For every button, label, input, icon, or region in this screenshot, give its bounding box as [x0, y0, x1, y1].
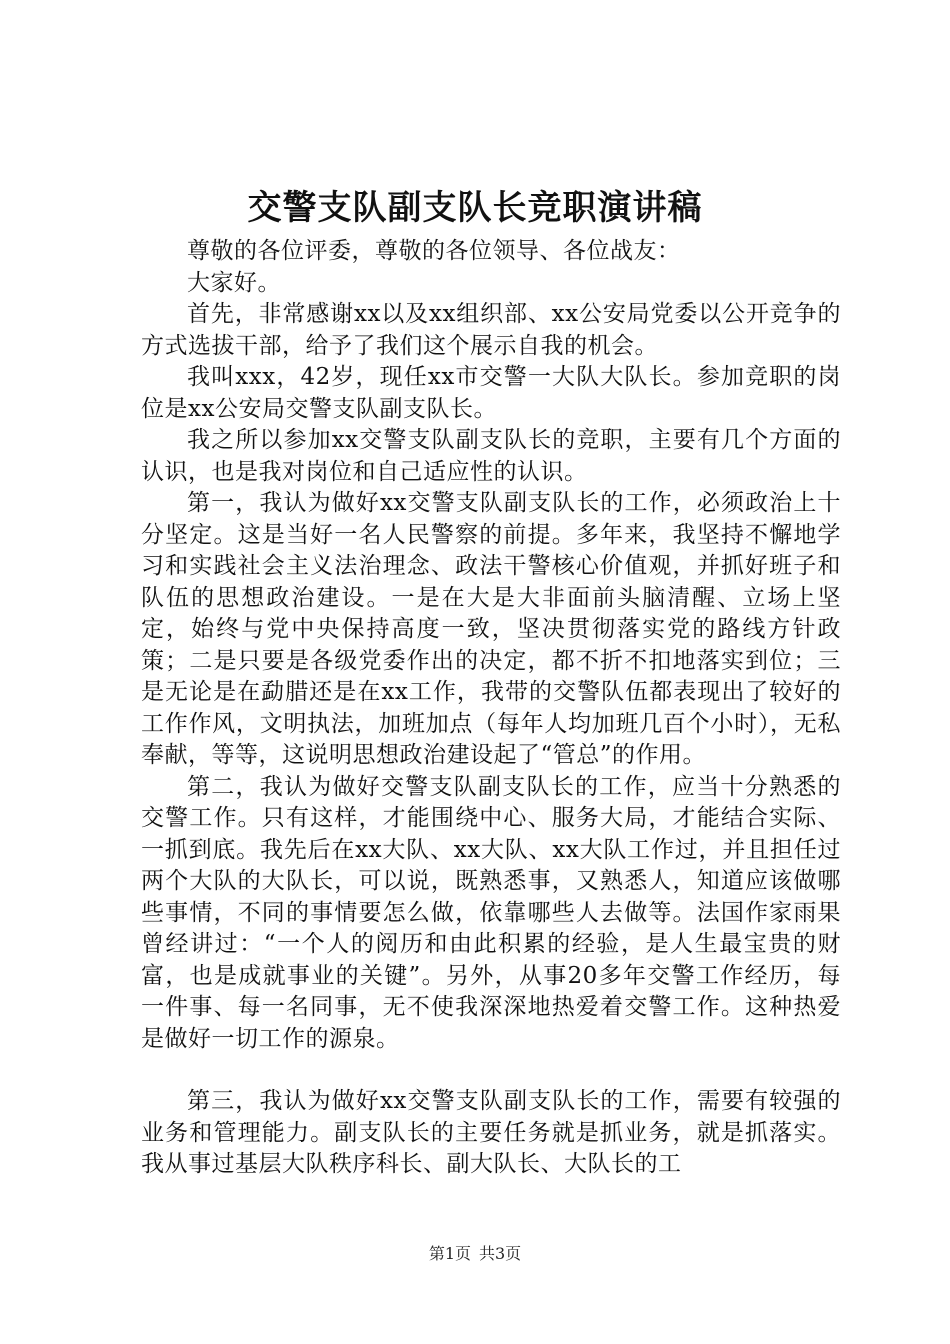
paragraph-self-intro: 我叫xxx，42岁，现任xx市交警一大队大队长。参加竞职的岗位是xx公安局交警支队副支队长。	[141, 364, 841, 422]
paragraph-third-point: 第三，我认为做好xx交警支队副支队长的工作，需要有较强的业务和管理能力。副支队长的主要任务就是抓业务，就是抓落实。我从事过基层大队秩序科长、副大队长、大队长的工	[141, 1088, 841, 1177]
document-body	[141, 236, 841, 1181]
paragraph-first-point: 第一，我认为做好xx交警支队副支队长的工作，必须政治上十分坚定。这是当好一名人民警察的前提。多年来，我坚持不懈地学习和实践社会主义法治理念、政法干警核心价值观，并抓好班子和队伍的思想政治建设。一是在大是大非面前头脑清醒、立场上坚定，始终与党中央保持高度一致，坚决贯彻落实党的路线方针政策；二是只要是各级党委作出的决定，都不折不扣地落实到位；三是无论是在勐腊还是在xx工作，我带的交警队伍都表现出了较好的工作作风，文明执法，加班加点（每年人均加班几百个小时），无私奉献，等等，这说明思想政治建设起了“管总”的作用。	[141, 490, 841, 768]
document-title: 交警支队副支队长竞职演讲稿	[247, 188, 703, 228]
paragraph-thanks: 首先，非常感谢xx以及xx组织部、xx公安局党委以公开竞争的方式选拔干部，给予了我们这个展示自我的机会。	[141, 301, 841, 359]
paragraph-motivation: 我之所以参加xx交警支队副支队长的竞职，主要有几个方面的认识，也是我对岗位和自己适应性的认识。	[141, 427, 841, 485]
paragraph-salutation: 尊敬的各位评委，尊敬的各位领导、各位战友：	[187, 238, 681, 264]
paragraph-greeting: 大家好。	[187, 269, 281, 296]
page-footer	[0, 1242, 950, 1266]
page-number: 第1页	[428, 1244, 471, 1263]
paragraph-second-point: 第二，我认为做好交警支队副支队长的工作，应当十分熟悉的交警工作。只有这样，才能围绕中心、服务大局，才能结合实际、一抓到底。我先后在xx大队、xx大队、xx大队工作过，并且担任过两个大队的大队长，可以说，既熟悉事，又熟悉人，知道应该做哪些事情，不同的事情要怎么做，依靠哪些人去做等。法国作家雨果曾经讲过：“一个人的阅历和由此积累的经验，是人生最宝贵的财富，也是成就事业的关键”。另外，从事20多年交警工作经历，每一件事、每一名同事，无不使我深深地热爱着交警工作。这种热爱是做好一切工作的源泉。	[141, 773, 841, 1052]
page-total: 共3页	[479, 1244, 522, 1263]
